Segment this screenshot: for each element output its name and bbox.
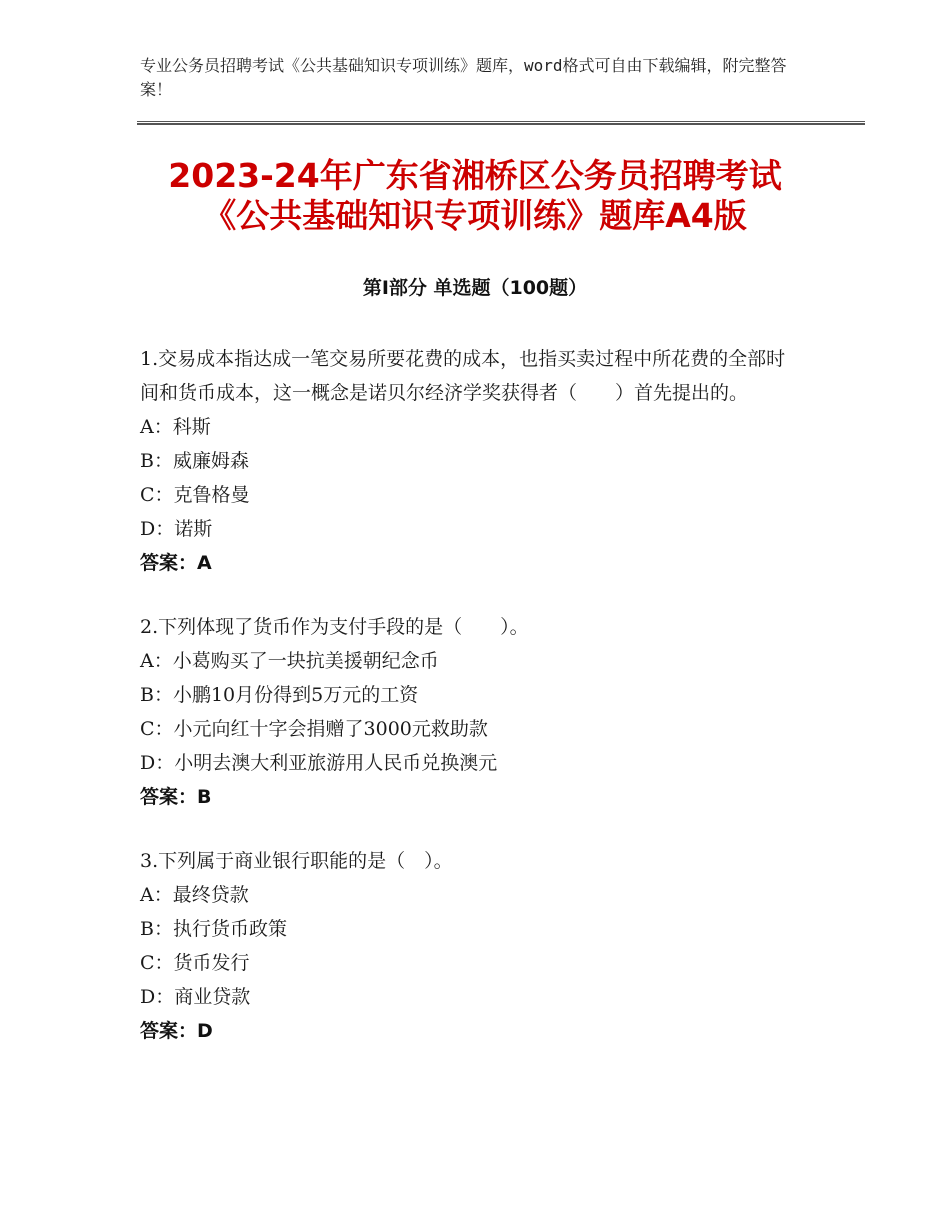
option-c: C：小元向红十字会捐赠了3000元救助款 xyxy=(140,718,488,740)
question-stem: 2.下列体现了货币作为支付手段的是（ ）。 xyxy=(140,616,529,638)
document-title xyxy=(120,156,830,236)
question-stem: 1.交易成本指达成一笔交易所要花费的成本，也指买卖过程中所花费的全部时间和货币成本，这一概念是诺贝尔经济学奖获得者（ ）首先提出的。 xyxy=(140,348,786,404)
header-divider xyxy=(137,121,865,125)
option-d: D：商业贷款 xyxy=(140,986,251,1008)
option-a: A：科斯 xyxy=(140,416,211,438)
document-title-line-2: 《公共基础知识专项训练》题库A4版 xyxy=(203,196,747,235)
option-d: D：诺斯 xyxy=(140,518,213,540)
option-c: C：克鲁格曼 xyxy=(140,484,250,506)
option-b: B：执行货币政策 xyxy=(140,918,287,940)
section-title: 第Ⅰ部分 单选题（100题） xyxy=(362,277,588,299)
answer: 答案：A xyxy=(140,552,212,574)
option-b: B：威廉姆森 xyxy=(140,450,249,472)
option-b: B：小鹏10月份得到5万元的工资 xyxy=(140,684,419,706)
question-list xyxy=(140,342,800,1078)
answer: 答案：B xyxy=(140,786,212,808)
question-stem: 3.下列属于商业银行职能的是（ ）。 xyxy=(140,850,453,872)
option-a: A：最终贷款 xyxy=(140,884,249,906)
header-note: 专业公务员招聘考试《公共基础知识专项训练》题库，word格式可自由下载编辑，附完整答案！ xyxy=(140,56,787,99)
document-title-line-1: 2023-24年广东省湘桥区公务员招聘考试 xyxy=(168,156,782,195)
option-c: C：货币发行 xyxy=(140,952,250,974)
option-d: D：小明去澳大利亚旅游用人民币兑换澳元 xyxy=(140,752,498,774)
question-3 xyxy=(140,844,800,1048)
question-2 xyxy=(140,610,800,814)
question-1 xyxy=(140,342,800,580)
option-a: A：小葛购买了一块抗美援朝纪念币 xyxy=(140,650,439,672)
answer: 答案：D xyxy=(140,1020,213,1042)
